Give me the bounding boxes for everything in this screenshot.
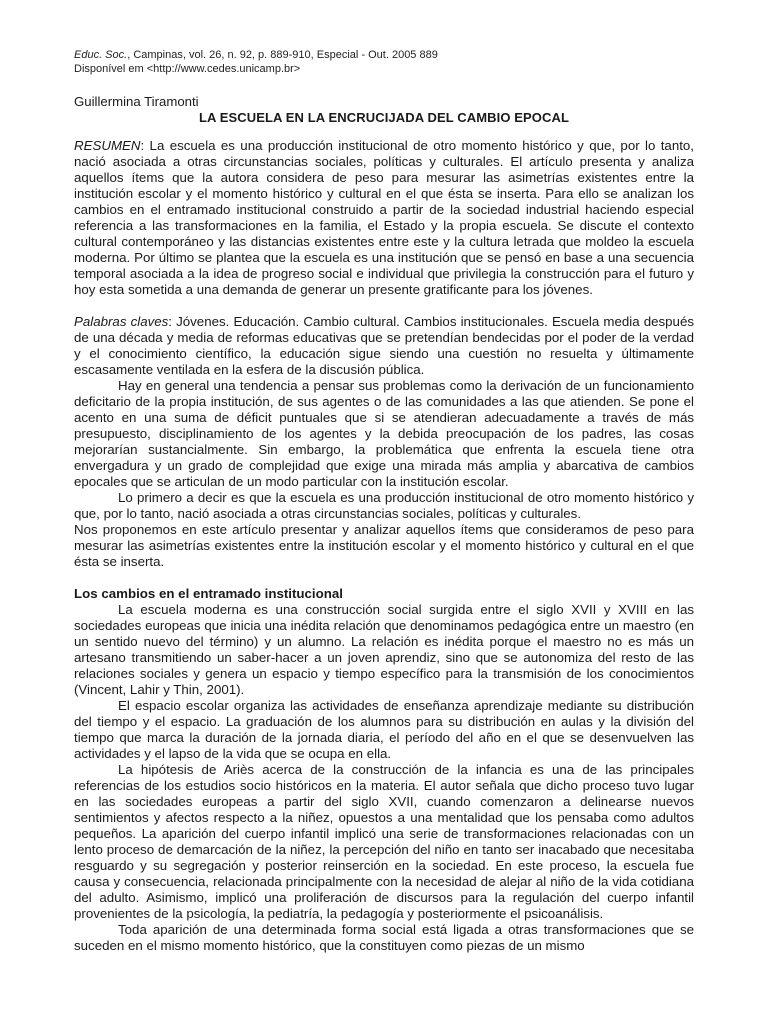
author-name: Guillermina Tiramonti: [74, 94, 199, 109]
section-paragraph: Toda aparición de una determinada forma social está ligada a otras transformaciones que se suceden en el mismo momento histórico, que la constituyen como piezas de un mismo: [74, 922, 694, 953]
document-page: [74, 48, 694, 954]
keywords-text: : Jóvenes. Educación. Cambio cultural. Cambios institucionales. Escuela media después de una década y media de reformas educativas que se pretendían bendecidas por el poder de la verdad y el conocimiento científico, la educación sigue siendo una cuestión no resuelta y últimamente escasamente ventilada en la esfera de la discusión pública.: [74, 314, 694, 377]
citation-details: , Campinas, vol. 26, n. 92, p. 889-910, Especial - Out. 2005 889: [127, 49, 438, 61]
body-paragraph: Nos proponemos en este artículo presentar y analizar aquellos ítems que consideramos de peso para mesurar las asimetrías existentes entre la institución escolar y el momento histórico y cultural en el que ésta se inserta.: [74, 522, 694, 569]
keywords-paragraph: [74, 314, 694, 378]
abstract-paragraph: [74, 138, 694, 298]
abstract-label: RESUMEN: [74, 138, 141, 153]
article-title: LA ESCUELA EN LA ENCRUCIJADA DEL CAMBIO EPOCAL: [198, 110, 570, 125]
journal-name: Educ. Soc.: [74, 49, 128, 61]
body-paragraph: Lo primero a decir es que la escuela es una producción institucional de otro momento histórico y que, por lo tanto, nació asociada a otras circunstancias sociales, políticas y culturales.: [74, 490, 694, 521]
body-paragraph: Hay en general una tendencia a pensar sus problemas como la derivación de un funcionamiento deficitario de la propia institución, de sus agentes o de las comunidades a las que atienden. Se pone el acento en una suma de déficit puntuales que si se atendieran adecuadamente a través de más presupuesto, disciplinamiento de los agentes y la debida preocupación de los padres, las cosas mejorarían sustancialmente. Sin embargo, la problemática que enfrenta la escuela tiene otra envergadura y un grado de complejidad que exige una mirada más amplia y abarcativa de cambios epocales que se articulan de un modo particular con la institución escolar.: [74, 378, 694, 489]
abstract-text: : La escuela es una producción institucional de otro momento histórico y que, por lo tanto, nació asociada a otras circunstancias sociales, políticas y culturales. El artículo presenta y analiza aquellos ítems que la autora considera de peso para mesurar las asimetrías existentes entre la institución escolar y el momento histórico y cultural en el que ésta se inserta. Para ello se analizan los cambios en el entramado institucional construido a partir de la sociedad industrial haciendo especial referencia a las transformaciones en la familia, el Estado y la propia escuela. Se discute el contexto cultural contemporáneo y las distancias existentes entre este y la cultura letrada que moldeo la escuela moderna. Por último se plantea que la escuela es una institución que se pensó en base a una secuencia temporal asociada a la idea de progreso social e individual que privilegia la construcción para el futuro y hoy esta sometida a una demanda de generar un presente gratificante para los jóvenes.: [74, 138, 694, 297]
citation-line: [74, 48, 694, 62]
section-heading: Los cambios en el entramado institucional: [74, 586, 343, 601]
section-paragraph: La hipótesis de Ariès acerca de la construcción de la infancia es una de las principales referencias de los estudios socio históricos en la materia. El autor señala que dicho proceso tuvo lugar en las sociedades europeas a partir del siglo XVII, cuando comenzaron a delinearse nuevos sentimientos y afectos respecto a la niñez, opuestos a una mentalidad que los pensaba como adultos pequeños. La aparición del cuerpo infantil implicó una serie de transformaciones relacionadas con un lento proceso de demarcación de la niñez, la percepción del niño en tanto ser inacabado que necesitaba resguardo y su segregación y posterior reinserción en la sociedad. En este proceso, la escuela fue causa y consecuencia, relacionada principalmente con la necesidad de alejar al niño de la vida cotidiana del adulto. Asimismo, implicó una proliferación de discursos para la regulación del cuerpo infantil provenientes de la psicología, la pediatría, la pedagogía y posteriormente el psicoanálisis.: [74, 762, 694, 921]
citation-header: [74, 48, 694, 76]
keywords-label: Palabras claves: [74, 314, 169, 329]
section-paragraph: El espacio escolar organiza las actividades de enseñanza aprendizaje mediante su distribución del tiempo y el espacio. La graduación de los alumnos para su distribución en aulas y la división del tiempo que marca la duración de la jornada diaria, el período del año en el que se desenvuelven las actividades y el lapso de la vida que se ocupa en ella.: [74, 698, 694, 761]
availability-line: Disponível em <http://www.cedes.unicamp.br>: [74, 63, 301, 75]
section-paragraph: La escuela moderna es una construcción social surgida entre el siglo XVII y XVIII en las sociedades europeas que inicia una inédita relación que denominamos pedagógica entre un maestro (en un sentido nuevo del término) y un alumno. La relación es inédita porque el maestro no es más un artesano transmitiendo un saber-hacer a un joven aprendiz, sino que se autonomiza del resto de las relaciones sociales y genera un espacio y tiempo específico para la transmisión de los conocimientos (Vincent, Lahir y Thin, 2001).: [74, 602, 694, 697]
